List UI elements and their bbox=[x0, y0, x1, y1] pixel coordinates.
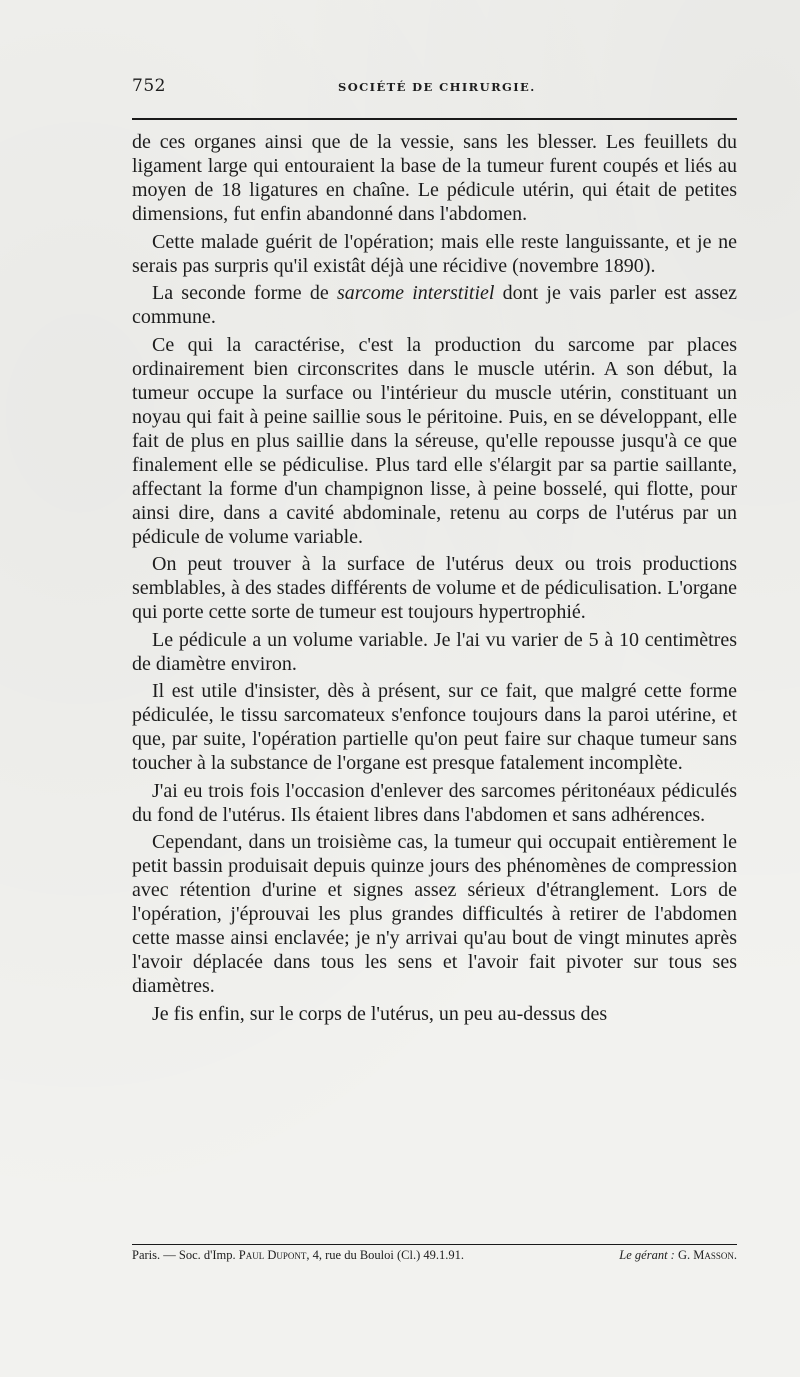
body-text bbox=[132, 130, 737, 1029]
paragraph-8: J'ai eu trois fois l'occasion d'enlever des sarcomes péritonéaux pédiculés du fond de l'utérus. Ils étaient libres dans l'abdomen et sans adhérences. bbox=[132, 779, 737, 826]
paragraph-3 bbox=[132, 281, 737, 329]
manager-name: G. Masson. bbox=[677, 1248, 737, 1262]
paragraph-4: Ce qui la caractérise, c'est la production du sarcome par places ordinairement bien circonscrites dans le muscle utérin. A son début, la tumeur occupe la surface ou l'intérieur du muscle utérin, constituant un noyau qui fait à peine saillie sous le péritoine. Puis, en se développant, elle fait de plus en plus saillie dans la séreuse, qu'elle repousse jusqu'à ce que finalement elle se pédiculise. Plus tard elle s'élargit par sa partie saillante, affectant la forme d'un champignon lisse, à peine bosselé, qui flotte, pour ainsi dire, dans a cavité abdominale, retenu au corps de l'utérus par un pédicule de volume variable. bbox=[132, 333, 737, 548]
manager-line bbox=[619, 1248, 737, 1263]
paragraph-3-end: dont je vais parler est assez commune. bbox=[132, 282, 737, 328]
paragraph-3-start: La seconde forme de bbox=[152, 282, 337, 304]
page-header bbox=[132, 76, 737, 100]
printer-name: Paul Dupont bbox=[238, 1248, 307, 1262]
paragraph-2: Cette malade guérit de l'opération; mais elle reste languissante, et je ne serais pas surpris qu'il existât déjà une récidive (novembre 1890). bbox=[132, 230, 737, 277]
imprint-prefix: Paris. — Soc. d'Imp. bbox=[132, 1248, 239, 1262]
paragraph-9: Cependant, dans un troisième cas, la tumeur qui occupait entièrement le petit bassin produisait depuis quinze jours des phénomènes de compression avec rétention d'urine et signes assez sérieux d'étranglement. Lors de l'opération, j'éprouvai les plus grandes difficultés à retirer de l'abdomen cette masse ainsi enclavée; je n'y arrivai qu'au bout de vingt minutes après l'avoir déplacée dans tous les sens et l'avoir fait pivoter sur tous ses diamètres. bbox=[132, 831, 737, 997]
page-number: 752 bbox=[132, 76, 166, 96]
paragraph-7: Il est utile d'insister, dès à présent, sur ce fait, que malgré cette forme pédiculée, le tissu sarcomateux s'enfonce toujours dans la paroi utérine, et que, par suite, l'opération partielle qu'on peut faire sur chaque tumeur sans toucher à la substance de l'organe est presque fatalement incomplète. bbox=[132, 680, 737, 774]
running-title: SOCIÉTÉ DE CHIRURGIE. bbox=[338, 80, 536, 94]
page-footer bbox=[132, 1248, 737, 1266]
paragraph-5: On peut trouver à la surface de l'utérus deux ou trois productions semblables, à des stades différents de volume et de pédiculisation. L'organe qui porte cette sorte de tumeur est toujours hypertrophié. bbox=[132, 553, 737, 623]
paragraph-10: Je fis enfin, sur le corps de l'utérus, un peu au-dessus des bbox=[152, 1002, 608, 1025]
header-rule bbox=[132, 118, 737, 120]
paragraph-1: de ces organes ainsi que de la vessie, sans les blesser. Les feuillets du ligament large qui entouraient la base de la tumeur furent coupés et liés au moyen de 18 ligatures en chaîne. Le pédicule utérin, qui était de petites dimensions, fut enfin abandonné dans l'abdomen. bbox=[132, 131, 737, 225]
italic-term: sarcome interstitiel bbox=[337, 282, 495, 304]
manager-label: Le gérant : bbox=[619, 1248, 675, 1262]
footer-rule bbox=[132, 1244, 737, 1245]
printer-imprint bbox=[132, 1248, 464, 1263]
paragraph-6: Le pédicule a un volume variable. Je l'ai vu varier de 5 à 10 centimètres de diamètre environ. bbox=[132, 628, 737, 675]
imprint-suffix: , 4, rue du Bouloi (Cl.) 49.1.91. bbox=[306, 1248, 465, 1262]
